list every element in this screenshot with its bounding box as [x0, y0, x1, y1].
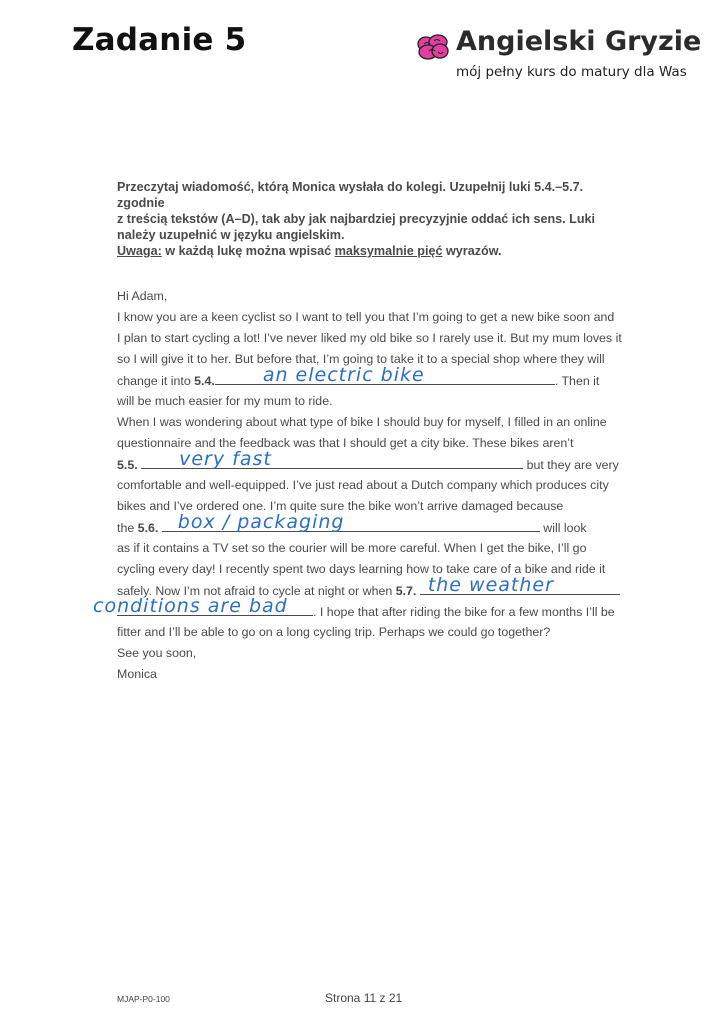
letter-body — [93, 286, 642, 685]
task-instructions — [117, 179, 617, 259]
gap-5-5-answer: very fast — [179, 448, 272, 470]
letter-text: . Then it — [554, 374, 600, 388]
letter-line: When I was wondering about what type of bike I should buy for myself, I filled in an online — [117, 415, 607, 429]
letter-greeting: Hi Adam, — [117, 289, 168, 303]
note-emphasis: maksymalnie pięć — [334, 244, 443, 258]
letter-text: . I hope that after riding the bike for a few months I’ll be — [313, 605, 615, 619]
letter-line: comfortable and well-equipped. I’ve just read about a Dutch company which produces city — [117, 478, 609, 492]
letter-line: bikes and I’ve ordered one. I’m quite sure the bike won’t arrive damaged because — [117, 499, 564, 513]
gap-5-4-field[interactable] — [215, 364, 555, 386]
letter-text: the — [117, 521, 138, 535]
gap-5-6-answer: box / packaging — [177, 511, 345, 533]
gap-number: 5.4. — [194, 374, 215, 388]
letter-line-gap-5-5 — [117, 448, 642, 475]
gap-5-6-field[interactable] — [162, 511, 540, 533]
exam-code: MJAP-P0-100 — [117, 994, 170, 1004]
gap-5-7-field-cont[interactable] — [93, 595, 313, 617]
brand-logo — [416, 26, 706, 86]
letter-line-gap-5-4 — [117, 364, 642, 391]
letter-closing: See you soon, — [117, 646, 197, 660]
page-number: Strona 11 z 21 — [325, 991, 403, 1005]
gap-5-7-field[interactable] — [420, 574, 620, 596]
gap-5-4-answer: an electric bike — [262, 364, 425, 386]
note-label: Uwaga: — [117, 244, 162, 258]
letter-line: questionnaire and the feedback was that I should get a city bike. These bikes aren’t — [117, 436, 574, 450]
letter-line: so I will give it to her. But before that, I’m going to take it to a special shop where they will — [117, 352, 605, 366]
letter-text: change it into — [117, 374, 195, 388]
letter-line-gap-5-6 — [117, 511, 642, 538]
gap-number: 5.7. — [395, 584, 417, 598]
letter-line: cycling every day! I recently spent two days learning how to take care of a bike and ride it — [117, 562, 606, 576]
gap-5-7-answer-part2: conditions are bad — [93, 595, 288, 617]
letter-line: I plan to start cycling a lot! I’ve never liked my old bike so I rarely use it. But my mum loves it — [117, 331, 622, 345]
brand-name: Angielski Gryzie — [456, 26, 702, 57]
letter-line: as if it contains a TV set so the courier will be more careful. When I get the bike, I’ll go — [117, 541, 587, 555]
letter-line: I know you are a keen cyclist so I want to tell you that I’m going to get a new bike soon and — [117, 310, 615, 324]
letter-text: but they are very — [523, 458, 619, 472]
instruction-line: Przeczytaj wiadomość, którą Monica wysłała do kolegi. Uzupełnij luki 5.4.–5.7. zgodnie — [117, 180, 584, 210]
brand-tagline: mój pełny kurs do matury dla Was — [456, 64, 687, 80]
note-text: w każdą lukę można wpisać — [161, 244, 335, 258]
letter-line: will be much easier for my mum to ride. — [117, 394, 333, 408]
gap-5-7-answer-part1: the weather — [427, 574, 554, 596]
page-title: Zadanie 5 — [72, 22, 247, 58]
letter-text: will look — [539, 521, 587, 535]
gap-number: 5.5. — [117, 458, 138, 472]
letter-text: safely. Now I’m not afraid to cycle at night or when — [117, 584, 396, 598]
gap-5-5-field[interactable] — [141, 448, 523, 470]
instruction-note — [117, 243, 617, 259]
letter-line: fitter and I’ll be able to go on a long cycling trip. Perhaps we could go together? — [117, 625, 551, 639]
brain-icon — [416, 32, 450, 62]
gap-number: 5.6. — [137, 521, 159, 535]
note-text: wyrazów. — [442, 244, 502, 258]
instruction-line: należy uzupełnić w języku angielskim. — [117, 228, 345, 242]
instruction-line: z treścią tekstów (A–D), tak aby jak najbardziej precyzyjnie oddać ich sens. Luki — [117, 212, 596, 226]
letter-signature: Monica — [117, 667, 157, 681]
letter-line-gap-5-7-cont — [93, 595, 642, 622]
